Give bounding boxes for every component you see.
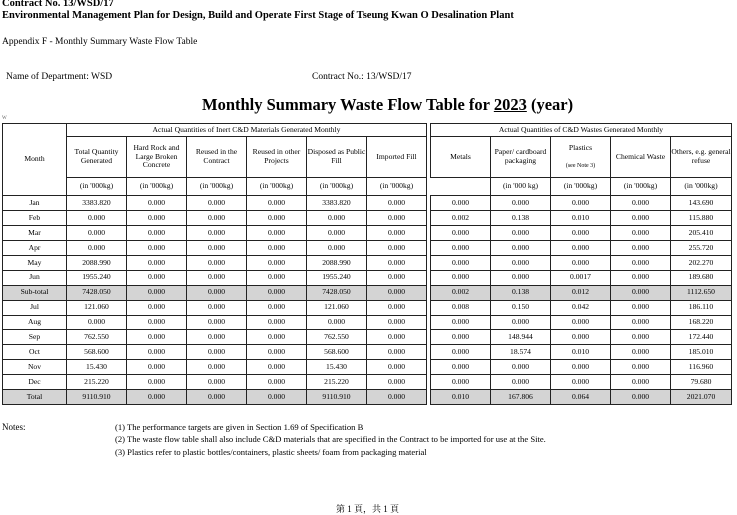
unit-cell: (in '000 kg): [491, 178, 551, 196]
value-cell: 0.000: [247, 211, 307, 226]
value-cell: 0.000: [127, 270, 187, 285]
value-cell: 2088.990: [67, 256, 127, 271]
unit-row: [3, 178, 732, 196]
group-header-row: [3, 124, 732, 137]
value-cell: 3383.820: [67, 196, 127, 211]
value-cell: 2021.070: [671, 390, 732, 405]
value-cell: 0.000: [431, 360, 491, 375]
note-3: (3) Plastics refer to plastic bottles/containers, plastic sheets/ foam from packaging material: [115, 447, 427, 457]
value-cell: 0.000: [367, 241, 427, 256]
value-cell: 0.000: [431, 330, 491, 345]
value-cell: 0.000: [367, 270, 427, 285]
value-cell: 2088.990: [307, 256, 367, 271]
value-cell: 0.000: [187, 226, 247, 241]
value-cell: 7428.050: [307, 285, 367, 300]
unit-cell: (in '000kg): [187, 178, 247, 196]
value-cell: 0.000: [431, 196, 491, 211]
value-cell: 0.000: [611, 390, 671, 405]
value-cell: 0.000: [187, 390, 247, 405]
col-header-plastics: [551, 137, 611, 178]
table-row: [3, 241, 732, 256]
value-cell: 0.042: [551, 300, 611, 315]
value-cell: 0.000: [367, 300, 427, 315]
value-cell: 172.440: [671, 330, 732, 345]
value-cell: 0.000: [367, 375, 427, 390]
value-cell: 0.064: [551, 390, 611, 405]
cd-group-header: Actual Quantities of C&D Wastes Generated Monthly: [431, 124, 732, 137]
table-row: [3, 300, 732, 315]
value-cell: 0.000: [187, 270, 247, 285]
month-cell: Jun: [3, 270, 67, 285]
value-cell: 0.000: [67, 315, 127, 330]
value-cell: 189.680: [671, 270, 732, 285]
value-cell: 0.000: [611, 256, 671, 271]
value-cell: 0.000: [187, 345, 247, 360]
month-cell: Oct: [3, 345, 67, 360]
contract-heading: Contract No. 13/WSD/17: [2, 0, 114, 9]
value-cell: 0.000: [431, 345, 491, 360]
value-cell: 0.000: [551, 375, 611, 390]
appendix-title: Appendix F - Monthly Summary Waste Flow Table: [2, 37, 198, 47]
value-cell: 0.000: [127, 330, 187, 345]
title-year: 2023: [493, 95, 527, 114]
value-cell: 762.550: [67, 330, 127, 345]
value-cell: 762.550: [307, 330, 367, 345]
value-cell: 0.000: [491, 241, 551, 256]
value-cell: 0.150: [491, 300, 551, 315]
value-cell: 1955.240: [67, 270, 127, 285]
value-cell: 0.000: [611, 345, 671, 360]
value-cell: 9110.910: [67, 390, 127, 405]
unit-cell: (in '000kg): [551, 178, 611, 196]
value-cell: 0.000: [491, 360, 551, 375]
value-cell: 9110.910: [307, 390, 367, 405]
value-cell: 167.806: [491, 390, 551, 405]
table-row: [3, 226, 732, 241]
value-cell: 0.000: [187, 285, 247, 300]
value-cell: 0.000: [247, 300, 307, 315]
unit-cell: (in '000kg): [247, 178, 307, 196]
value-cell: 0.012: [551, 285, 611, 300]
value-cell: 0.000: [551, 330, 611, 345]
value-cell: 0.002: [431, 285, 491, 300]
value-cell: 0.000: [187, 375, 247, 390]
month-cell: Jan: [3, 196, 67, 211]
value-cell: 0.000: [491, 270, 551, 285]
value-cell: 0.000: [551, 196, 611, 211]
value-cell: 202.270: [671, 256, 732, 271]
value-cell: 1955.240: [307, 270, 367, 285]
value-cell: 0.000: [611, 196, 671, 211]
month-cell: Aug: [3, 315, 67, 330]
value-cell: 0.000: [67, 241, 127, 256]
total-row: [3, 390, 732, 405]
inert-group-header: Actual Quantities of Inert C&D Materials Generated Monthly: [67, 124, 427, 137]
note-2: (2) The waste flow table shall also include C&D materials that are specified in the Contract to be imported for use at the Site.: [115, 434, 546, 444]
subtotal-row: [3, 285, 732, 300]
value-cell: 0.000: [431, 226, 491, 241]
month-cell: May: [3, 256, 67, 271]
value-cell: 215.220: [67, 375, 127, 390]
table-row: [3, 375, 732, 390]
month-header: Month: [3, 124, 67, 196]
value-cell: 0.000: [67, 226, 127, 241]
table-row: [3, 270, 732, 285]
month-cell: Feb: [3, 211, 67, 226]
value-cell: 0.000: [67, 211, 127, 226]
value-cell: 0.000: [127, 315, 187, 330]
value-cell: 0.000: [367, 345, 427, 360]
month-cell: Sep: [3, 330, 67, 345]
value-cell: 0.000: [247, 390, 307, 405]
value-cell: 0.000: [247, 285, 307, 300]
table-row: [3, 211, 732, 226]
value-cell: 0.138: [491, 211, 551, 226]
col-header-imported-fill: Imported Fill: [367, 137, 427, 178]
col-header-reused-contract: Reused in the Contract: [187, 137, 247, 178]
month-cell: Sub-total: [3, 285, 67, 300]
value-cell: 0.000: [187, 315, 247, 330]
value-cell: 0.010: [551, 211, 611, 226]
value-cell: 0.000: [611, 375, 671, 390]
value-cell: 0.000: [307, 315, 367, 330]
value-cell: 0.000: [187, 241, 247, 256]
value-cell: 0.000: [611, 285, 671, 300]
value-cell: 0.000: [247, 196, 307, 211]
month-cell: Apr: [3, 241, 67, 256]
value-cell: 0.000: [611, 211, 671, 226]
col-header-chemical: Chemical Waste: [611, 137, 671, 178]
value-cell: 0.000: [127, 390, 187, 405]
value-cell: 0.000: [247, 226, 307, 241]
value-cell: 0.000: [367, 211, 427, 226]
value-cell: 18.574: [491, 345, 551, 360]
notes-label: Notes:: [2, 422, 26, 432]
value-cell: 0.008: [431, 300, 491, 315]
value-cell: 0.000: [187, 211, 247, 226]
value-cell: 0.000: [611, 270, 671, 285]
small-mark: W: [2, 116, 7, 121]
value-cell: 0.000: [431, 270, 491, 285]
page-number: 第 1 頁，共 1 頁: [336, 504, 400, 514]
waste-flow-table: [2, 123, 732, 405]
value-cell: 0.000: [247, 360, 307, 375]
value-cell: 15.430: [67, 360, 127, 375]
value-cell: 0.000: [491, 256, 551, 271]
note-1: (1) The performance targets are given in Section 1.69 of Specification B: [115, 422, 364, 432]
plastics-label: Plastics: [568, 142, 593, 152]
value-cell: 0.000: [431, 375, 491, 390]
value-cell: 0.000: [611, 330, 671, 345]
value-cell: 0.000: [431, 256, 491, 271]
value-cell: 15.430: [307, 360, 367, 375]
value-cell: 0.000: [127, 345, 187, 360]
col-header-total-quantity: Total Quantity Generated: [67, 137, 127, 178]
value-cell: 0.000: [127, 300, 187, 315]
value-cell: 0.000: [247, 315, 307, 330]
value-cell: 0.002: [431, 211, 491, 226]
value-cell: 0.000: [367, 256, 427, 271]
value-cell: 0.000: [491, 196, 551, 211]
value-cell: 0.000: [367, 196, 427, 211]
value-cell: 0.000: [127, 241, 187, 256]
value-cell: 186.110: [671, 300, 732, 315]
value-cell: 0.000: [551, 241, 611, 256]
col-header-hard-rock: Hard Rock and Large Broken Concrete: [127, 137, 187, 178]
value-cell: 0.138: [491, 285, 551, 300]
value-cell: 0.000: [187, 256, 247, 271]
month-cell: Nov: [3, 360, 67, 375]
unit-cell: (in '000kg): [671, 178, 732, 196]
value-cell: 0.000: [127, 256, 187, 271]
value-cell: 0.000: [127, 211, 187, 226]
plastics-note: (see Note 3): [565, 163, 596, 170]
value-cell: 0.000: [367, 285, 427, 300]
value-cell: 215.220: [307, 375, 367, 390]
value-cell: 0.000: [307, 226, 367, 241]
value-cell: 0.000: [247, 241, 307, 256]
value-cell: 0.000: [127, 360, 187, 375]
value-cell: 0.000: [127, 226, 187, 241]
table-row: [3, 360, 732, 375]
unit-cell: (in '000kg): [611, 178, 671, 196]
value-cell: 0.000: [187, 360, 247, 375]
month-cell: Jul: [3, 300, 67, 315]
col-header-others: Others, e.g. general refuse: [671, 137, 732, 178]
value-cell: 143.690: [671, 196, 732, 211]
column-header-row: [3, 137, 732, 178]
value-cell: 0.000: [247, 345, 307, 360]
value-cell: 0.000: [367, 330, 427, 345]
value-cell: 0.000: [367, 315, 427, 330]
value-cell: 148.944: [491, 330, 551, 345]
value-cell: 0.000: [187, 300, 247, 315]
value-cell: 0.000: [491, 375, 551, 390]
value-cell: 0.010: [551, 345, 611, 360]
value-cell: 0.000: [367, 360, 427, 375]
month-cell: Total: [3, 390, 67, 405]
value-cell: 255.720: [671, 241, 732, 256]
value-cell: 0.000: [247, 270, 307, 285]
unit-cell: (in '000kg): [67, 178, 127, 196]
value-cell: 0.000: [127, 196, 187, 211]
value-cell: 0.010: [431, 390, 491, 405]
table-row: [3, 345, 732, 360]
col-header-public-fill: Disposed as Public Fill: [307, 137, 367, 178]
value-cell: 0.000: [431, 241, 491, 256]
value-cell: 121.060: [67, 300, 127, 315]
value-cell: 0.000: [611, 241, 671, 256]
value-cell: 0.000: [611, 315, 671, 330]
table-row: [3, 330, 732, 345]
value-cell: 0.000: [367, 390, 427, 405]
unit-cell: (in '000kg): [127, 178, 187, 196]
value-cell: 0.000: [307, 241, 367, 256]
value-cell: 0.000: [551, 315, 611, 330]
value-cell: 7428.050: [67, 285, 127, 300]
title-suffix: (year): [530, 95, 574, 114]
department-label: Name of Department: WSD: [6, 72, 113, 82]
value-cell: 0.000: [491, 315, 551, 330]
value-cell: 0.000: [247, 375, 307, 390]
unit-cell: (in '000kg): [367, 178, 427, 196]
col-header-metals: Metals: [431, 137, 491, 178]
value-cell: 0.000: [551, 226, 611, 241]
value-cell: 0.000: [187, 330, 247, 345]
value-cell: 0.000: [307, 211, 367, 226]
table-row: [3, 256, 732, 271]
value-cell: 568.600: [307, 345, 367, 360]
value-cell: 0.000: [247, 256, 307, 271]
value-cell: 3383.820: [307, 196, 367, 211]
value-cell: 0.000: [551, 360, 611, 375]
value-cell: 0.000: [491, 226, 551, 241]
value-cell: 1112.650: [671, 285, 732, 300]
value-cell: 185.010: [671, 345, 732, 360]
plan-heading: Environmental Management Plan for Design, Build and Operate First Stage of Tseung Kwan O Desalination Plant: [2, 10, 514, 21]
value-cell: 79.680: [671, 375, 732, 390]
table-title: [202, 95, 573, 115]
value-cell: 0.000: [611, 360, 671, 375]
unit-cell: (in '000kg): [307, 178, 367, 196]
table-row: [3, 315, 732, 330]
col-header-reused-other: Reused in other Projects: [247, 137, 307, 178]
value-cell: 0.000: [611, 226, 671, 241]
title-prefix: Monthly Summary Waste Flow Table for: [202, 95, 490, 114]
month-cell: Mar: [3, 226, 67, 241]
value-cell: 0.000: [187, 196, 247, 211]
value-cell: 568.600: [67, 345, 127, 360]
value-cell: 0.000: [127, 375, 187, 390]
value-cell: 0.000: [247, 330, 307, 345]
value-cell: 0.000: [367, 226, 427, 241]
contract-number-label: Contract No.: 13/WSD/17: [312, 72, 412, 82]
value-cell: 116.960: [671, 360, 732, 375]
value-cell: 121.060: [307, 300, 367, 315]
value-cell: 0.000: [127, 285, 187, 300]
value-cell: 168.220: [671, 315, 732, 330]
table-row: [3, 196, 732, 211]
value-cell: 115.880: [671, 211, 732, 226]
col-header-paper: Paper/ cardboard packaging: [491, 137, 551, 178]
month-cell: Dec: [3, 375, 67, 390]
value-cell: 0.000: [611, 300, 671, 315]
value-cell: 0.000: [551, 256, 611, 271]
value-cell: 0.000: [431, 315, 491, 330]
value-cell: 0.0017: [551, 270, 611, 285]
value-cell: 205.410: [671, 226, 732, 241]
